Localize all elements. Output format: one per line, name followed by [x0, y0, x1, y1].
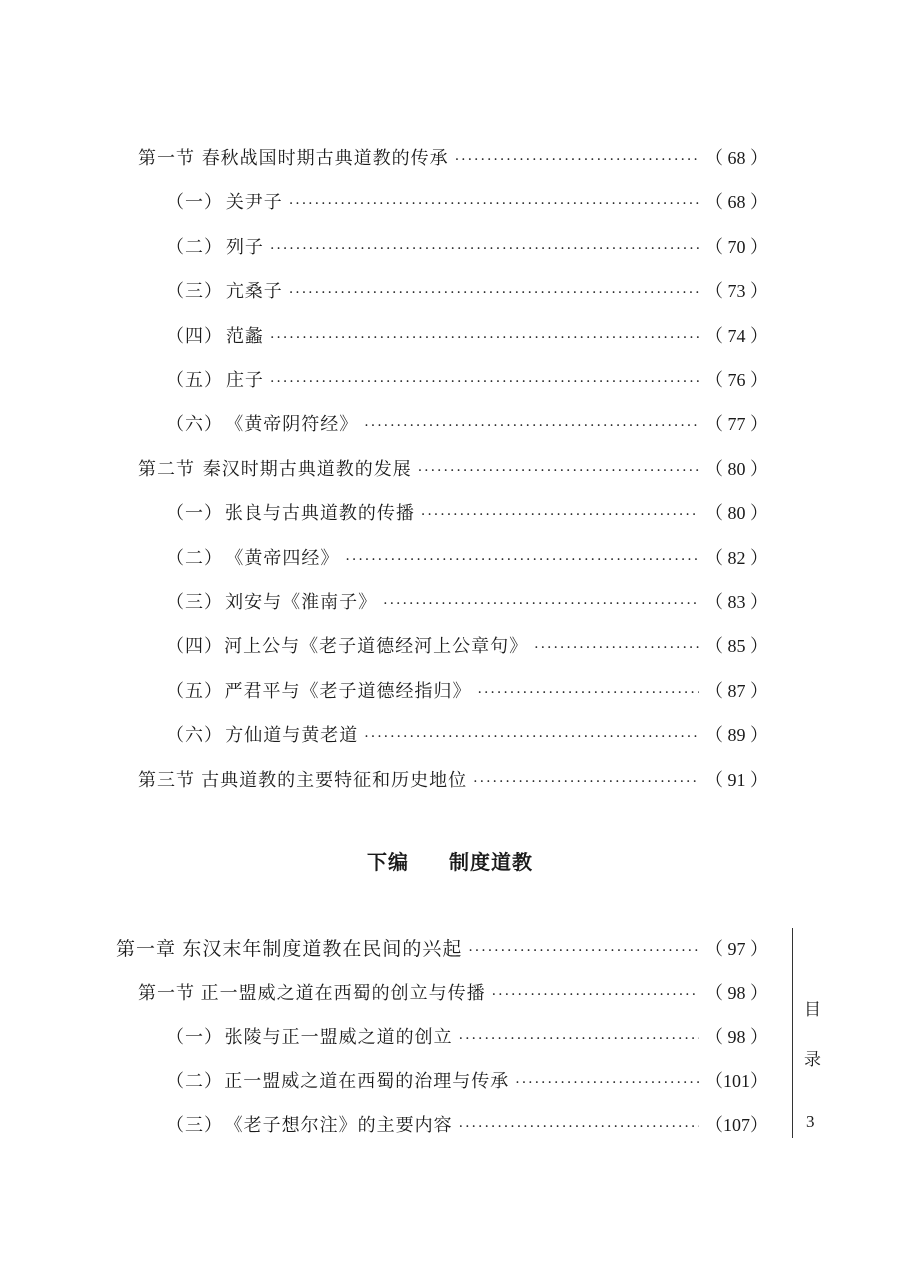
toc-entry-title: 正一盟威之道在西蜀的创立与传播	[200, 983, 486, 1004]
dot-leader	[345, 545, 699, 575]
toc-entry-number: 第一节	[138, 148, 195, 169]
toc-entry-number: 第一章	[116, 938, 177, 960]
toc-entry[interactable]	[116, 934, 768, 964]
toc-entry[interactable]	[166, 498, 768, 528]
dot-leader	[455, 145, 699, 175]
toc-entry-page: （ 74 ）	[705, 326, 768, 346]
toc-entry-number: （三）	[166, 281, 223, 302]
toc-entry[interactable]	[166, 543, 768, 573]
toc-entry-page: （ 73 ）	[705, 281, 768, 301]
toc-entry[interactable]	[166, 1022, 768, 1052]
dot-leader	[364, 411, 699, 441]
toc-entry-page: （ 91 ）	[705, 770, 768, 790]
toc-entry-title: 范蠡	[225, 326, 264, 347]
dot-leader	[492, 980, 699, 1010]
side-label-lu: 录	[804, 1050, 821, 1070]
toc-entry-number: （二）	[166, 1071, 223, 1092]
toc-entry-page: （ 77 ）	[705, 414, 768, 434]
toc-entry-page: （ 98 ）	[705, 983, 768, 1003]
part-name: 制度道教	[449, 850, 533, 874]
dot-leader	[459, 1112, 699, 1142]
toc-entry[interactable]	[138, 143, 768, 173]
toc-entry-title: 方仙道与黄老道	[225, 725, 359, 746]
toc-entry[interactable]	[138, 765, 768, 795]
toc-entry[interactable]	[138, 454, 768, 484]
toc-entry-number: （三）	[166, 1115, 223, 1136]
toc-entry-number: （一）	[166, 192, 223, 213]
toc-entry-title: 严君平与《老子道德经指归》	[224, 681, 472, 702]
toc-entry-page: （ 76 ）	[705, 370, 768, 390]
part-label: 下编	[367, 850, 409, 874]
toc-entry-title: 古典道教的主要特征和历史地位	[201, 770, 468, 791]
side-label-mu: 目	[804, 1000, 821, 1020]
toc-entry-page: （ 97 ）	[705, 939, 768, 959]
toc-entry-page: （ 83 ）	[705, 592, 768, 612]
toc-entry-page: （ 87 ）	[705, 681, 768, 701]
toc-entry-page: （ 85 ）	[705, 636, 768, 656]
toc-entry[interactable]	[166, 1110, 768, 1140]
dot-leader	[473, 767, 699, 797]
toc-entry-number: （一）	[166, 1027, 223, 1048]
toc-entry-title: 《黄帝阴符经》	[225, 414, 359, 435]
toc-entry[interactable]	[166, 1066, 768, 1096]
toc-entry-page: （ 89 ）	[705, 725, 768, 745]
toc-entry-title: 庄子	[225, 370, 264, 391]
toc-entry-page: （ 70 ）	[705, 237, 768, 257]
toc-entry[interactable]	[138, 978, 768, 1008]
toc-entry-number: （五）	[166, 370, 223, 391]
toc-entry-title: 春秋战国时期古典道教的传承	[201, 148, 449, 169]
toc-entry-number: （一）	[166, 503, 223, 524]
toc-entry[interactable]	[166, 409, 768, 439]
toc-entry-page: （ 68 ）	[705, 148, 768, 168]
toc-entry[interactable]	[166, 631, 768, 661]
toc-entry-title: 列子	[225, 237, 264, 258]
dot-leader	[364, 722, 699, 752]
toc-entry[interactable]	[166, 232, 768, 262]
toc-entry-title: 张良与古典道教的传播	[224, 503, 415, 524]
toc-entry-page: （ 80 ）	[705, 503, 768, 523]
toc-entry-title: 《老子想尔注》的主要内容	[224, 1115, 453, 1136]
toc-entry-number: （二）	[166, 237, 223, 258]
toc-entry-number: （二）	[166, 548, 223, 569]
toc-entry[interactable]	[166, 187, 768, 217]
toc-entry[interactable]	[166, 676, 768, 706]
dot-leader	[515, 1068, 699, 1098]
dot-leader	[270, 367, 699, 397]
toc-entry-title: 刘安与《淮南子》	[225, 592, 378, 613]
toc-entry[interactable]	[166, 720, 768, 750]
dot-leader	[421, 500, 699, 530]
toc-entry-number: （六）	[166, 414, 223, 435]
part-heading	[0, 846, 900, 875]
toc-entry-number: （四）	[166, 326, 223, 347]
dot-leader	[289, 189, 699, 219]
toc-entry-title: 张陵与正一盟威之道的创立	[224, 1027, 453, 1048]
toc-entry-title: 东汉末年制度道教在民间的兴起	[182, 938, 463, 960]
toc-entry[interactable]	[166, 587, 768, 617]
toc-entry-title: 关尹子	[225, 192, 283, 213]
toc-entry-number: （六）	[166, 725, 223, 746]
toc-entry[interactable]	[166, 365, 768, 395]
dot-leader	[478, 678, 699, 708]
toc-entry-title: 河上公与《老子道德经河上公章句》	[224, 636, 529, 657]
toc-entry-page: （ 68 ）	[705, 192, 768, 212]
toc-entry-number: （四）	[166, 636, 223, 657]
toc-entry-page: （ 82 ）	[705, 548, 768, 568]
page-number: 3	[806, 1112, 815, 1131]
toc-entry-page: （ 98 ）	[705, 1027, 768, 1047]
toc-entry-page: （101）	[705, 1071, 768, 1091]
toc-entry-number: （五）	[166, 681, 223, 702]
toc-entry-title: 《黄帝四经》	[225, 548, 340, 569]
toc-entry-number: 第二节	[138, 459, 195, 480]
toc-entry-page: （107）	[705, 1115, 768, 1135]
dot-leader	[459, 1024, 699, 1054]
margin-divider	[792, 928, 793, 1138]
dot-leader	[270, 234, 699, 264]
dot-leader	[468, 936, 699, 966]
dot-leader	[270, 323, 699, 353]
dot-leader	[383, 589, 699, 619]
toc-entry-title: 秦汉时期古典道教的发展	[202, 459, 412, 480]
dot-leader	[418, 456, 699, 486]
toc-entry[interactable]	[166, 276, 768, 306]
toc-entry[interactable]	[166, 321, 768, 351]
toc-entry-title: 亢桑子	[225, 281, 283, 302]
dot-leader	[534, 633, 699, 663]
dot-leader	[289, 278, 699, 308]
toc-entry-page: （ 80 ）	[705, 459, 768, 479]
toc-entry-title: 正一盟威之道在西蜀的治理与传承	[224, 1071, 510, 1092]
toc-entry-number: 第一节	[138, 983, 195, 1004]
toc-entry-number: 第三节	[138, 770, 195, 791]
toc-entry-number: （三）	[166, 592, 223, 613]
